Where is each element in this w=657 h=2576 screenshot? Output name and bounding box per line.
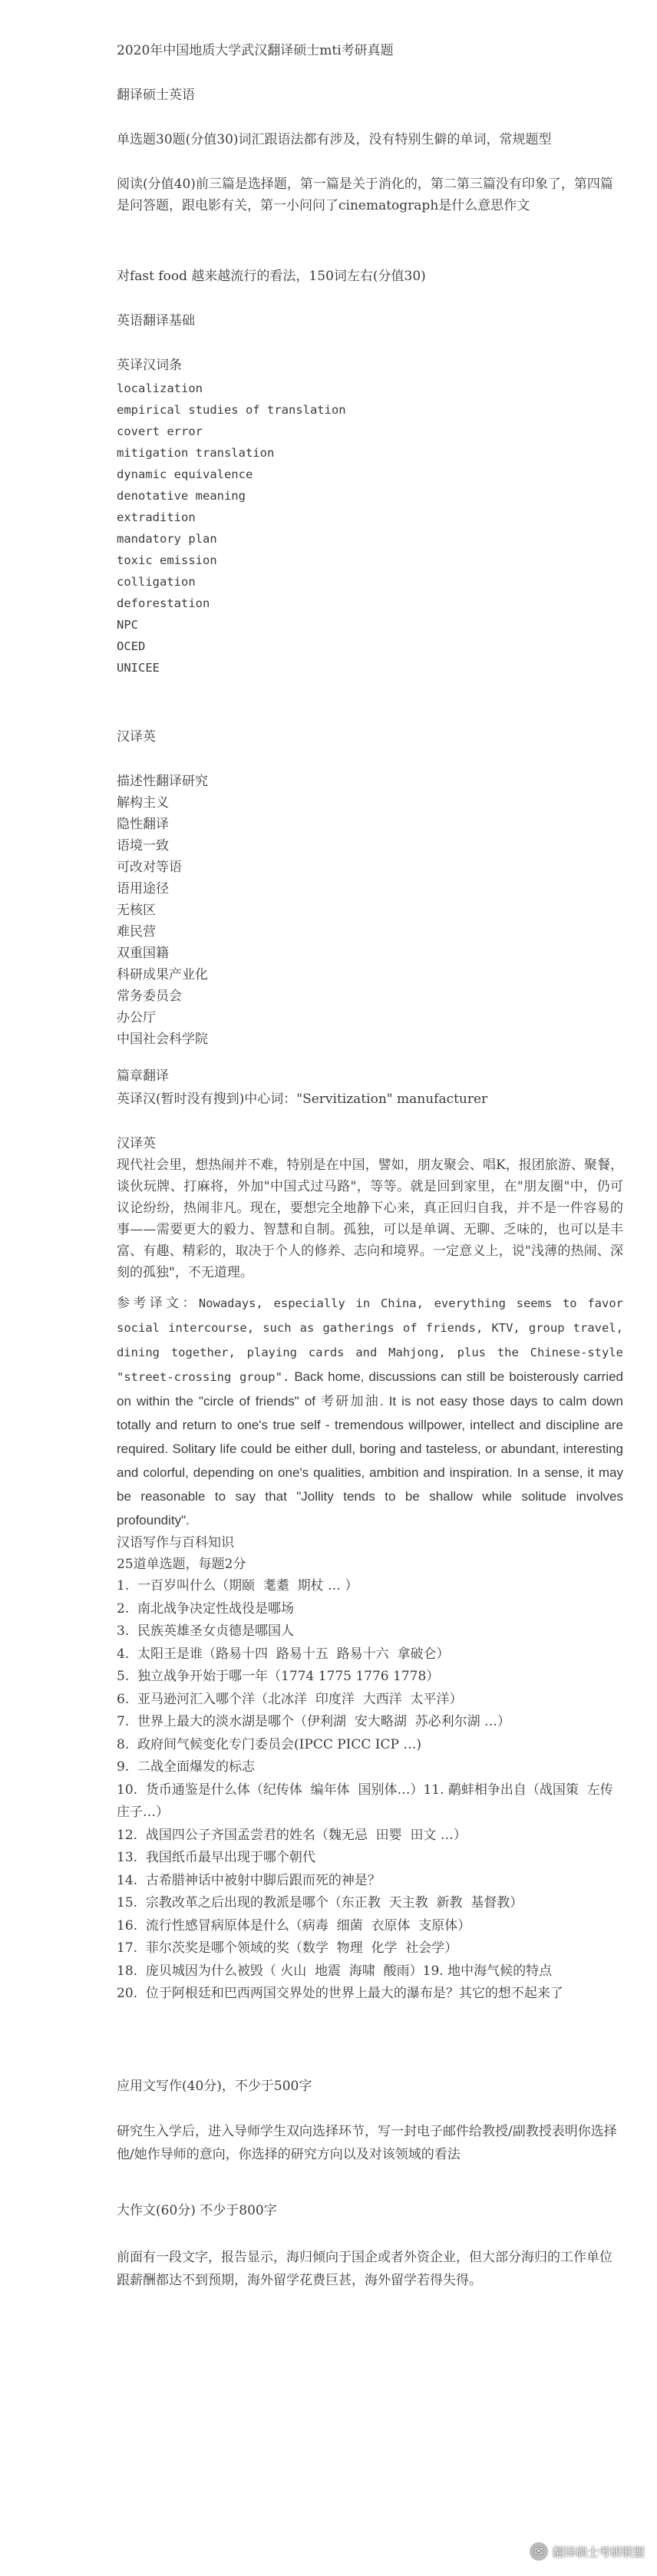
passage-heading: 篇章翻译 xyxy=(117,1068,169,1084)
section-heading-translation: 英语翻译基础 xyxy=(117,313,195,329)
zh-term-item: 可改对等语 xyxy=(117,860,182,875)
mc-question-item: 17. 菲尔茨奖是哪个领域的奖（数学 物理 化学 社会学） xyxy=(117,1940,458,1956)
reading-paragraph: 阅读(分值40)前三篇是选择题，第一篇是关于消化的，第二第三篇没有印象了，第四篇是问答题，跟电影有关，第一小问问了cinematograph是什么意思作文 xyxy=(117,177,613,213)
zh-term-item: 科研成果产业化 xyxy=(117,967,208,983)
passage-en-zh: 英译汉(暂时没有搜到)中心词："Servitization" manufacturer xyxy=(117,1091,488,1107)
watermark xyxy=(530,2542,645,2561)
en-term-item: mandatory plan xyxy=(117,532,217,546)
zh-terms-list xyxy=(117,771,623,1050)
zh-term-item: 中国社会科学院 xyxy=(117,1032,208,1047)
mc-question-item: 12. 战国四公子齐国孟尝君的姓名（魏无忌 田婴 田文 …） xyxy=(117,1827,467,1843)
zh-term-item: 无核区 xyxy=(117,903,156,918)
zh-terms-heading: 汉译英 xyxy=(117,729,156,745)
big-essay-text: 前面有一段文字，报告显示，海归倾向于国企或者外资企业，但大部分海归的工作单位跟薪酬都达不到预期，海外留学花费巨甚，海外留学若得失得。 xyxy=(117,2250,612,2288)
zh-term-item: 双重国籍 xyxy=(117,946,169,961)
mc-question-list xyxy=(117,1575,623,2006)
mc-question-item: 16. 流行性感冒病原体是什么（病毒 细菌 衣原体 支原体） xyxy=(117,1917,471,1934)
en-term-item: denotative meaning xyxy=(117,489,246,503)
en-term-item: deforestation xyxy=(117,596,210,610)
section-heading-writing: 汉语写作与百科知识 xyxy=(117,1535,234,1551)
en-term-item: covert error xyxy=(117,424,203,438)
en-term-item: dynamic equivalence xyxy=(117,467,253,481)
app-writing-text: 研究生入学后，进入导师学生双向选择环节，写一封电子邮件给教授/副教授表明你选择他/她作导师的意向，你选择的研究方向以及对该领域的看法 xyxy=(117,2124,617,2162)
zh-passage: 现代社会里，想热闹并不难，特别是在中国，譬如，朋友聚会、唱K，报团旅游、聚餐，谈伙玩牌、打麻将，外加"中国式过马路"，等等。就是回到家里，在"朋友圈"中，仍可议论纷纷，热闹非凡。现在，要想完全地静下心来，真正回归自我，并不是一件容易的事——需要更大的毅力、智慧和自制。孤独，可以是单调、无聊、乏味的，也可以是丰富、有趣、精彩的，取决于个人的修养、志向和境界。一定意义上，说"浅薄的热闹、深刻的孤独"，不无道理。 xyxy=(117,1158,623,1280)
zh-term-item: 隐性翻译 xyxy=(117,817,169,832)
reference-part1: Nowadays, especially in China, everything seems to favor social intercourse, such as gatherings of friends, KTV, group travel, dining together, playing cards and Mahjong, plus the Chinese-style "street-crossing group". xyxy=(117,1296,623,1384)
zh-en-heading: 汉译英 xyxy=(117,1136,156,1151)
zh-term-item: 解构主义 xyxy=(117,795,169,811)
mc-question-item: 15. 宗教改革之后出现的教派是哪个（东正教 天主教 新教 基督教） xyxy=(117,1895,523,1911)
zh-term-item: 语用途径 xyxy=(117,881,169,897)
mc-question-item: 7. 世界上最大的淡水湖是哪个（伊利湖 安大略湖 苏必利尔湖 …） xyxy=(117,1714,511,1729)
mc-heading: 25道单选题，每题2分 xyxy=(117,1557,246,1572)
reference-label: 参考译文： xyxy=(117,1296,199,1311)
zh-term-item: 办公厅 xyxy=(117,1010,156,1025)
wechat-icon: ✉ xyxy=(530,2542,548,2561)
mc-question-item: 9. 二战全面爆发的标志 xyxy=(117,1759,256,1775)
mc-question-item: 4. 太阳王是谁（路易十四 路易十五 路易十六 拿破仑） xyxy=(117,1646,450,1662)
mc-question-item: 18. 庞贝城因为什么被毁（ 火山 地震 海啸 酸雨）19. 地中海气候的特点 xyxy=(117,1963,553,1979)
zh-term-item: 难民营 xyxy=(117,924,156,940)
essay-paragraph: 对fast food 越来越流行的看法，150词左右(分值30) xyxy=(117,269,426,284)
app-writing-heading: 应用文写作(40分)，不少于500字 xyxy=(117,2079,312,2094)
en-terms-heading: 英译汉词条 xyxy=(117,358,182,373)
mc-question-item: 20. 位于阿根廷和巴西两国交界处的世界上最大的瀑布是？其它的想不起来了 xyxy=(117,1986,563,2001)
mc-question-item: 1. 一百岁叫什么（期颐 耄耋 期杖 … ） xyxy=(117,1578,358,1593)
mc-question-item: 3. 民族英雄圣女贞德是哪国人 xyxy=(117,1623,295,1639)
section-heading-english: 翻译硕士英语 xyxy=(117,88,195,103)
mc-question-item: 14. 古希腊神话中被射中脚后跟而死的神是？ xyxy=(117,1872,381,1888)
en-term-item: NPC xyxy=(117,618,138,632)
mc-question-item: 13. 我国纸币最早出现于哪个朝代 xyxy=(117,1850,315,1865)
reference-part2: Back home, discussions can still be boisterously carried on within the "circle of friends" of 考研加油. It is not easy those days to calm down totally and return to one's true self - tremendous willpower, intellect and discipline are required. Solitary life could be either dull, boring and tasteless, or abundant, interesting and colorful, depending on one's qualities, ambition and inspiration. In a sense, it may be reasonable to say that "Jollity tends to be shallow while solitude involves profoundity". xyxy=(117,1369,623,1527)
en-term-item: UNICEE xyxy=(117,661,160,675)
en-term-item: mitigation translation xyxy=(117,446,275,460)
en-term-item: colligation xyxy=(117,575,196,589)
mc-question-item: 2. 南北战争决定性战役是哪场 xyxy=(117,1600,295,1617)
en-term-item: toxic emission xyxy=(117,553,217,567)
en-terms-list xyxy=(117,378,623,679)
mc-question-item: 8. 政府间气候变化专门委员会(IPCC PICC ICP …) xyxy=(117,1736,422,1752)
zh-term-item: 描述性翻译研究 xyxy=(117,774,208,789)
en-term-item: OCED xyxy=(117,639,146,653)
en-term-item: extradition xyxy=(117,510,196,524)
watermark-text: 翻译硕士考研联盟 xyxy=(552,2545,645,2559)
reference-translation xyxy=(117,1291,623,1532)
mc-question-item: 5. 独立战争开始于哪一年（1774 1775 1776 1778） xyxy=(117,1669,440,1684)
zh-term-item: 语境一致 xyxy=(117,838,169,854)
vocab-paragraph: 单选题30题(分值30)词汇跟语法都有涉及，没有特别生僻的单词，常规题型 xyxy=(117,132,552,147)
zh-term-item: 常务委员会 xyxy=(117,989,182,1004)
mc-question-item: 10. 货币通鉴是什么体（纪传体 编年体 国别体…）11. 鹬蚌相争出自（战国策 左传 庄子…） xyxy=(117,1782,622,1820)
big-essay-heading: 大作文(60分) 不少于800字 xyxy=(117,2203,277,2218)
en-term-item: localization xyxy=(117,381,203,395)
document-title: 2020年中国地质大学武汉翻译硕士mti考研真题 xyxy=(117,43,394,58)
mc-question-item: 6. 亚马逊河汇入哪个洋（北冰洋 印度洋 大西洋 太平洋） xyxy=(117,1691,463,1707)
en-term-item: empirical studies of translation xyxy=(117,403,346,417)
